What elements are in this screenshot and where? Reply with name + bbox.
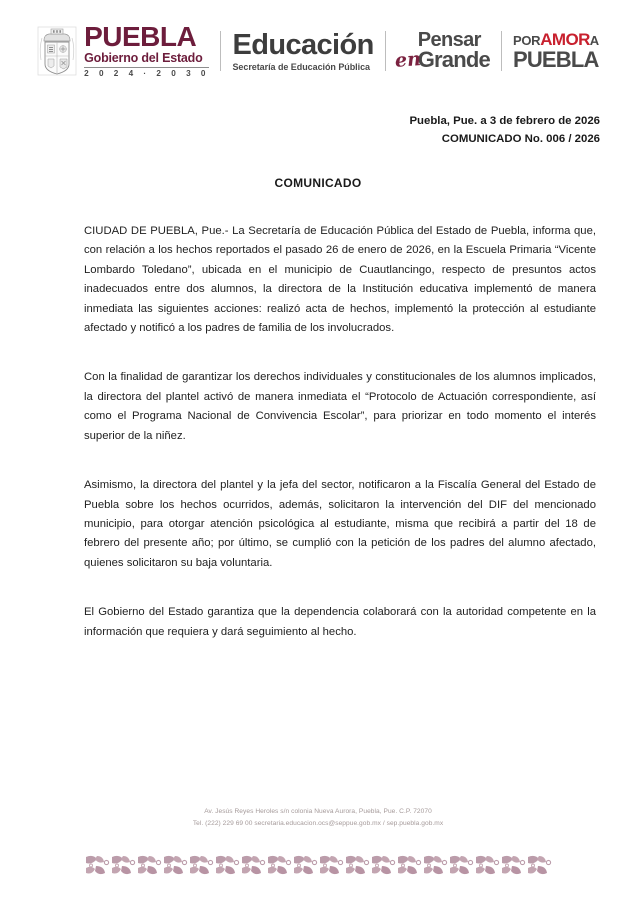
- body-paragraph: El Gobierno del Estado garantiza que la dependencia colaborará con la autoridad competente en la información que requiera y dará seguimiento al hecho.: [84, 606, 596, 638]
- logo-pensar-en-grande: [393, 23, 490, 79]
- logo-por-amor-a-puebla: [513, 23, 599, 79]
- amor-a: A: [589, 33, 599, 48]
- communique-number: COMUNICADO No. 006 / 2026: [441, 133, 600, 146]
- place-and-date: Puebla, Pue. a 3 de febrero de 2026: [409, 115, 600, 127]
- page-title: COMUNICADO: [274, 175, 362, 190]
- body-paragraph: CIUDAD DE PUEBLA, Pue.- La Secretaría de Educación Pública del Estado de Puebla, informa que, con relación a los hechos reportados el pasado 26 de enero de 2026, en la Escuela Primaria “Vicente Lombardo Toledano”, ubicada en el municipio de Cuautlancingo, respecto de presuntos actos inadecuados entre dos alumnos, la directora de la Institución educativa implementó de manera inmediata las siguientes acciones: realizó acta de hechos, implementó la protección al estudiante afectado y notificó a los padres de familia de los involucrados.: [84, 224, 596, 335]
- logo-divider-2: [385, 31, 386, 71]
- footer-contact-info: [0, 806, 636, 830]
- pensar-script-en: en: [393, 48, 422, 72]
- amor-por: POR: [512, 33, 541, 48]
- puebla-wordmark: [84, 20, 210, 79]
- logo-divider-3: [501, 31, 502, 71]
- header-logo-bar: [0, 0, 636, 90]
- puebla-subtitle: Gobierno del Estado: [84, 50, 203, 65]
- logo-puebla-gobierno: [37, 20, 210, 79]
- educacion-subtitle: Secretaría de Educación Pública: [232, 61, 370, 72]
- document-body: [0, 222, 636, 642]
- body-paragraph: Asimismo, la directora del plantel y la jefa del sector, notificaron a la Fiscalía General del Estado de Puebla sobre los hechos ocurridos, además, solicitaron la intervención del DIF del mencionado municipio, para otorgar atención psicológica al estudiante, misma que recibirá a partir del 18 de febrero del presente año; por último, se cumplió con la petición de los padres del alumno afectado, quienes solicitaron su baja voluntaria.: [84, 479, 596, 569]
- logo-divider-1: [220, 31, 221, 71]
- papel-picado-floral-icon: [0, 852, 636, 886]
- pensar-line2: Grande: [417, 47, 490, 73]
- logo-educacion: [232, 23, 373, 79]
- document-meta: [0, 90, 636, 149]
- educacion-title: Educación: [232, 28, 374, 61]
- footer-phone-email: Tel. (222) 229 69 00 secretaria.educacion.ocs@seppue.gob.mx / sep.puebla.gob.mx: [192, 820, 444, 828]
- puebla-coat-of-arms-icon: [37, 26, 77, 76]
- puebla-title: PUEBLA: [84, 20, 197, 52]
- pensar-line1: Pensar: [417, 29, 481, 52]
- body-paragraph: Con la finalidad de garantizar los derechos individuales y constitucionales de los alumnos implicados, la directora del plantel activó de manera inmediata el “Protocolo de Actuación correspondiente, así como el Programa Nacional de Convivencia Escolar”, para priorizar en todo momento el interés superior de la niñez.: [84, 371, 596, 442]
- footer-address: Av. Jesús Reyes Heroles s/n colonia Nueva Aurora, Puebla, Pue. C.P. 72070: [204, 808, 432, 815]
- amor-puebla: PUEBLA: [512, 47, 599, 72]
- amor-amor: AMOR: [540, 30, 590, 49]
- footer-decorative-border: [0, 852, 636, 886]
- puebla-term-years: 2 0 2 4 · 2 0 3 0: [84, 69, 210, 79]
